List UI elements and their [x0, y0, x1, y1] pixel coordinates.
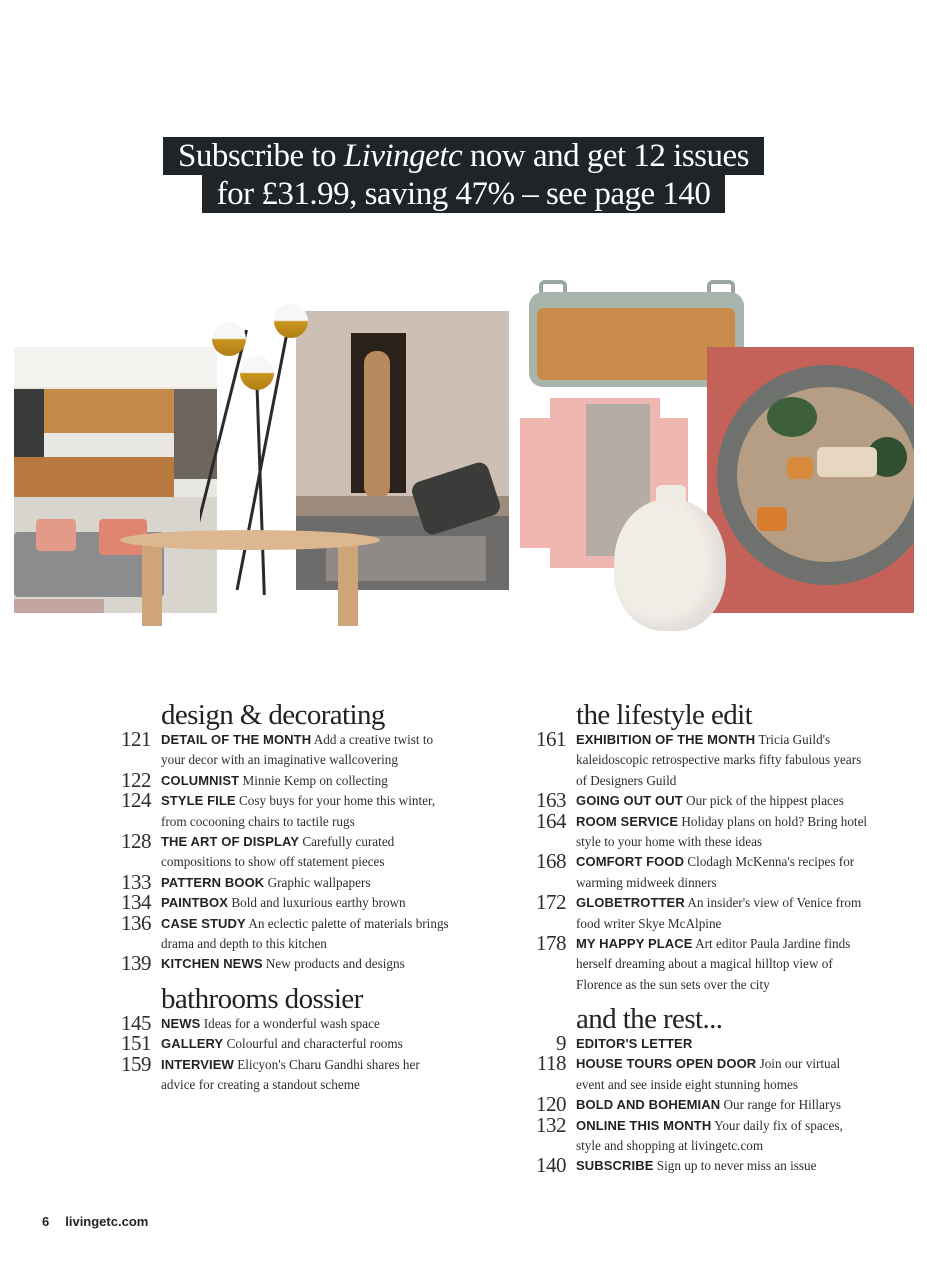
banner-line-2: for £31.99, saving 47% – see page 140 [202, 175, 726, 213]
page-number: 122 [121, 767, 151, 792]
toc-entry[interactable] [121, 1011, 451, 1035]
entry-description: An insider's view of Venice from food writer Skye McAlpine [576, 895, 862, 931]
page-number: 128 [121, 829, 151, 854]
entry-kicker: ROOM SERVICE [576, 813, 679, 829]
footer-site-link[interactable]: livingetc.com [65, 1214, 149, 1229]
toc-entry[interactable] [536, 1092, 868, 1117]
page-number: 134 [121, 890, 151, 915]
entry-kicker: GALLERY [161, 1036, 224, 1052]
entry-description: Art editor Paula Jardine finds herself dreaming about a magical hilltop view of Florence as the sun sets over the city [576, 936, 851, 992]
entry-description: Bold and luxurious earthy brown [231, 895, 406, 911]
footer-page-number: 6 [42, 1214, 50, 1229]
page-number: 120 [536, 1092, 566, 1117]
entry-description: Our pick of the hippest places [686, 793, 844, 809]
toc-entry[interactable] [121, 869, 451, 894]
entry-kicker: BOLD AND BOHEMIAN [576, 1097, 721, 1113]
toc-entry[interactable] [121, 951, 451, 976]
page-number: 118 [536, 1051, 566, 1076]
entry-description: New products and designs [265, 956, 405, 972]
section-title-lifestyle-edit: the lifestyle edit [576, 699, 753, 731]
page-footer [42, 1214, 148, 1229]
entry-description: Carefully curated compositions to show off statement pieces [161, 834, 395, 870]
page-number: 159 [121, 1051, 151, 1076]
toc-entry[interactable] [536, 1051, 868, 1095]
page-number: 132 [536, 1112, 566, 1137]
section-title-bathrooms-dossier: bathrooms dossier [161, 983, 363, 1015]
toc-entry[interactable] [536, 931, 868, 995]
entry-kicker: GLOBETROTTER [576, 895, 685, 911]
entry-description: Elicyon's Charu Gandhi shares her advice for creating a standout scheme [161, 1056, 420, 1093]
entry-description: Tricia Guild's kaleidoscopic retrospective marks fifty fabulous years of Designers Guild [576, 732, 862, 788]
toc-entry[interactable] [536, 890, 868, 934]
white-vase-image [614, 485, 726, 633]
entry-kicker: THE ART OF DISPLAY [161, 834, 300, 850]
entry-description: Your daily fix of spaces, style and shopping at livingetc.com [576, 1117, 843, 1154]
toc-entry[interactable] [121, 910, 451, 955]
toc-entry[interactable] [536, 788, 868, 813]
entry-kicker: STYLE FILE [161, 793, 236, 809]
entry-kicker: EXHIBITION OF THE MONTH [576, 732, 756, 747]
entry-kicker: NEWS [161, 1016, 201, 1031]
entry-description: Colourful and characterful rooms [226, 1036, 403, 1052]
entry-kicker: EDITOR'S LETTER [576, 1036, 693, 1051]
entry-description: Sign up to never miss an issue [656, 1158, 817, 1174]
and-the-rest-list [536, 1031, 868, 1178]
toc-entry[interactable] [536, 727, 868, 791]
entry-description: Add a creative twist to your decor with an imaginative wallcovering [161, 732, 434, 768]
entry-description: Join our virtual event and see inside eight stunning homes [576, 1056, 841, 1092]
entry-description: Cosy buys for your home this winter, from cocooning chairs to tactile rugs [161, 793, 436, 829]
page-number: 178 [536, 931, 566, 956]
section-title-design-decorating: design & decorating [161, 699, 385, 731]
section-title-and-the-rest: and the rest... [576, 1003, 723, 1035]
page-number: 163 [536, 788, 566, 813]
toc-entry[interactable] [536, 849, 868, 893]
toc-entry[interactable] [536, 1112, 868, 1157]
page-number: 121 [121, 727, 151, 751]
salad-bowl-photo [707, 347, 914, 613]
entry-kicker: PATTERN BOOK [161, 874, 265, 890]
entry-description: An eclectic palette of materials brings drama and depth to this kitchen [161, 915, 449, 952]
subscribe-banner [0, 137, 927, 213]
toc-entry[interactable] [121, 829, 451, 873]
page-number: 164 [536, 808, 566, 833]
toc-entry[interactable] [121, 890, 451, 915]
toc-entry[interactable] [121, 1051, 451, 1096]
design-decorating-list [121, 727, 451, 976]
page-number: 136 [121, 910, 151, 935]
page-number: 133 [121, 869, 151, 894]
toc-entry[interactable] [121, 767, 451, 792]
page-number: 161 [536, 727, 566, 751]
entry-kicker: COLUMNIST [161, 772, 240, 788]
entry-kicker: KITCHEN NEWS [161, 956, 263, 972]
entry-description: Ideas for a wonderful wash space [203, 1016, 380, 1031]
page-number: 9 [556, 1031, 566, 1055]
entry-kicker: HOUSE TOURS OPEN DOOR [576, 1056, 757, 1072]
entry-kicker: GOING OUT OUT [576, 793, 683, 809]
toc-entry[interactable] [556, 1031, 868, 1055]
toc-entry[interactable] [121, 727, 451, 771]
entry-kicker: DETAIL OF THE MONTH [161, 732, 312, 747]
page-number: 145 [121, 1011, 151, 1035]
page-number: 168 [536, 849, 566, 874]
entry-description: Minnie Kemp on collecting [242, 772, 388, 788]
toc-entry[interactable] [121, 1031, 451, 1056]
entry-kicker: COMFORT FOOD [576, 854, 685, 870]
entry-description: Our range for Hillarys [723, 1097, 842, 1113]
image-collage [0, 280, 927, 640]
entry-kicker: CASE STUDY [161, 915, 246, 931]
banner-line-1: Subscribe to Livingetc now and get 12 issues [163, 137, 764, 175]
page-number: 151 [121, 1031, 151, 1056]
page-number: 139 [121, 951, 151, 976]
toc-entry[interactable] [121, 788, 451, 832]
page-number: 140 [536, 1153, 566, 1178]
entry-kicker: ONLINE THIS MONTH [576, 1117, 712, 1133]
bathrooms-dossier-list [121, 1011, 451, 1096]
wooden-table-image [120, 530, 380, 635]
page-number: 124 [121, 788, 151, 813]
entry-kicker: INTERVIEW [161, 1056, 234, 1072]
page-number: 172 [536, 890, 566, 915]
entry-description: Clodagh McKenna's recipes for warming midweek dinners [576, 854, 855, 890]
entry-description: Graphic wallpapers [267, 874, 371, 890]
entry-kicker: PAINTBOX [161, 895, 229, 911]
lifestyle-edit-list [536, 727, 868, 995]
entry-kicker: MY HAPPY PLACE [576, 936, 693, 952]
entry-kicker: SUBSCRIBE [576, 1158, 654, 1174]
toc-entry[interactable] [536, 1153, 868, 1178]
toc-entry[interactable] [536, 808, 868, 853]
entry-description: Holiday plans on hold? Bring hotel style to your home with these ideas [576, 813, 868, 850]
brand-name: Livingetc [343, 138, 463, 174]
